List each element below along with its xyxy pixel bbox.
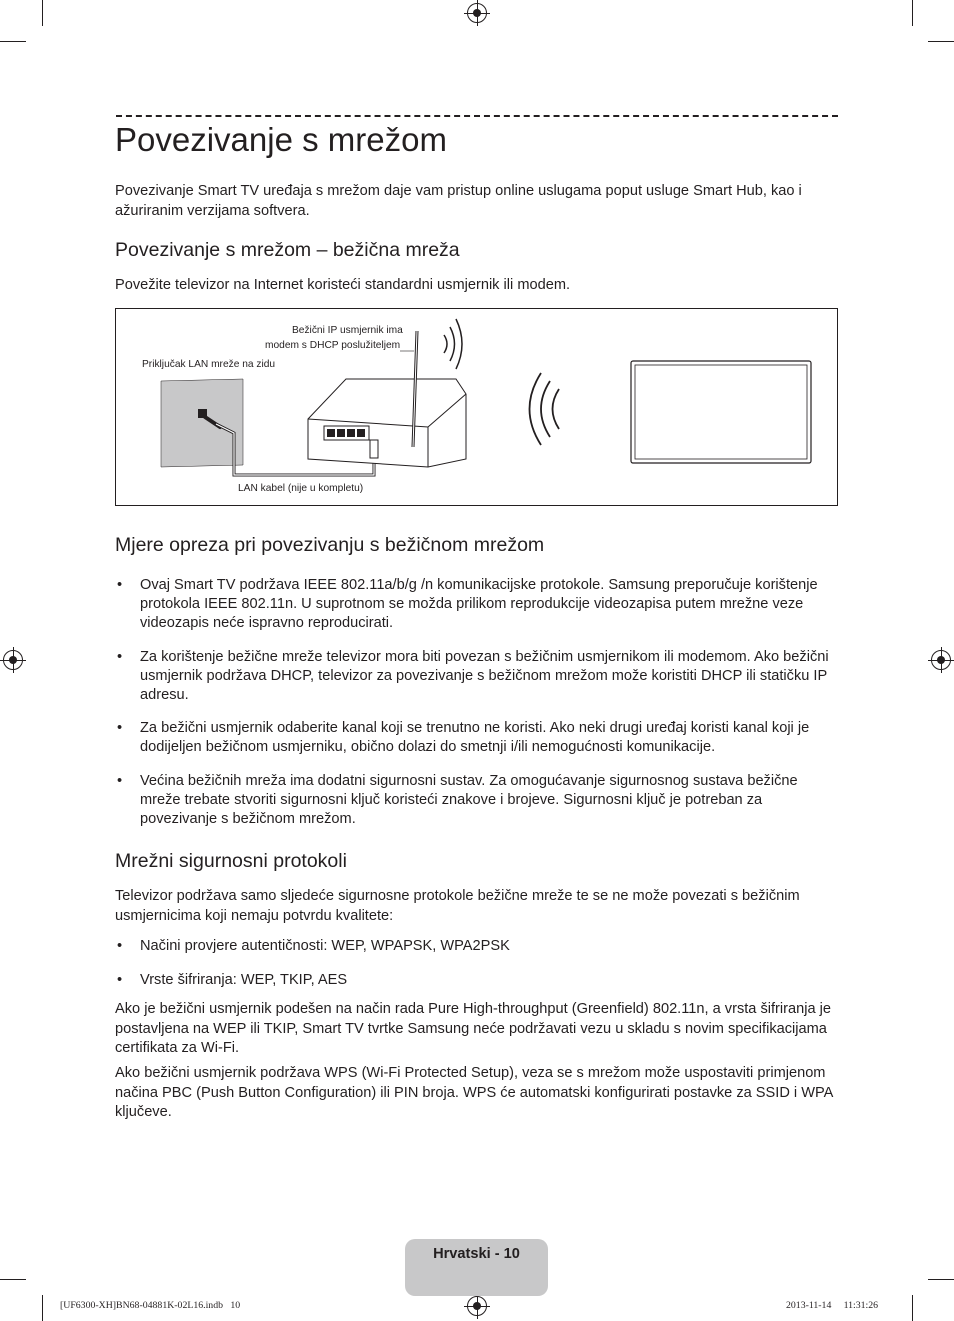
registration-mark-bottom — [467, 1296, 487, 1316]
print-date-info: 2013-11-14 11:31:26 — [786, 1300, 879, 1311]
protocols-paragraph-1: Ako je bežični usmjernik podešen na način rada Pure High-throughput (Greenfield) 802.11n, a vrsta šifriranja je postavljena na WEP ili TKIP, Smart TV tvrtke Samsung neće podržavati vezu u skladu s novim specifikacijama certifikata za Wi-Fi. — [115, 1001, 832, 1056]
crop-mark-bl-v — [42, 1295, 43, 1321]
list-item: • Načini provjere autentičnosti: WEP, WPAPSK, WPA2PSK — [115, 937, 837, 956]
page-title: Povezivanje s mrežom — [115, 121, 447, 158]
section-heading-protocols: Mrežni sigurnosni protokoli — [115, 850, 347, 872]
wireless-connection-diagram — [115, 308, 838, 506]
bullet-icon: • — [117, 648, 123, 665]
list-item: • Za bežični usmjernik odaberite kanal koji se trenutno ne koristi. Ako neki drugi uređaj koristi kanal koji je dodijeljen bežičnom usmjerniku, obično dolazi do smetnji i/ili nemogućnosti komunikacije. — [117, 720, 810, 756]
list-item: • Ovaj Smart TV podržava IEEE 802.11a/b/g /n komunikacijske protokole. Samsung preporučuje korištenje protokola IEEE 802.11n. U suprotnom se možda prilikom reprodukcije videozapisa putem mrežne veze videozapis neće ispravno reproducirati. — [117, 577, 818, 632]
protocols-paragraph-2: Ako bežični usmjernik podržava WPS (Wi-Fi Protected Setup), veza se s mrežom može uspostaviti primjenom načina PBC (Push Button Configuration) ili PIN broja. WPS će automatski konfigurirati postavke za SSID i WPA ključeve. — [115, 1065, 833, 1120]
list-item: • Za korištenje bežične mreže televizor mora biti povezan s bežičnim usmjernikom ili modemom. Ako bežični usmjernik podržava DHCP, televizor za povezivanje s bežičnom mrežom može koristiti DHCP ili statičku IP adresu. — [117, 648, 829, 704]
bullet-icon: • — [117, 720, 123, 737]
protocols-list — [115, 937, 837, 990]
crop-mark-bl-h — [0, 1279, 26, 1280]
router-signal-waves-icon — [444, 335, 447, 353]
bullet-icon: • — [117, 772, 123, 789]
title-dashed-rule — [116, 115, 838, 117]
router-label-line2: modem s DHCP poslužiteljem — [265, 340, 401, 351]
section-heading-wireless: Povezivanje s mrežom – bežična mreža — [115, 239, 460, 261]
lan-cable-label: LAN kabel (nije u kompletu) — [238, 483, 364, 494]
list-item: • Većina bežičnih mreža ima dodatni sigurnosni sustav. Za omogućavanje sigurnosnog sustava bežične mreže trebate stvoriti sigurnosni ključ koristeći znakove i brojeve. Sigurnosni ključ je potreban za povezivanje s bežičnom mrežom. — [117, 772, 798, 828]
bullet-icon: • — [117, 972, 123, 989]
list-item: • Vrste šifriranja: WEP, TKIP, AES — [115, 971, 837, 990]
crop-mark-tr-h — [928, 41, 954, 42]
router-label-line1: Bežični IP usmjernik ima — [292, 325, 403, 336]
wireless-paragraph: Povežite televizor na Internet koristeći standardni usmjernik ili modem. — [115, 277, 571, 293]
registration-mark-right — [931, 650, 951, 670]
diagram-illustration — [116, 309, 837, 505]
router-body-shape — [308, 379, 466, 467]
section-heading-precautions: Mjere opreza pri povezivanju s bežičnom mrežom — [115, 534, 545, 556]
crop-mark-tl-h — [0, 41, 26, 42]
registration-mark-left — [3, 650, 23, 670]
print-file-info: [UF6300-XH]BN68-04881K-02L16.indb 10 — [60, 1300, 241, 1311]
bullet-icon: • — [117, 577, 123, 593]
wall-socket-label: Priključak LAN mreže na zidu — [142, 359, 276, 370]
page-number-label: Hrvatski - 10 — [433, 1246, 520, 1262]
tv-signal-waves-icon — [553, 389, 560, 429]
crop-mark-br-v — [912, 1295, 913, 1321]
crop-mark-br-h — [928, 1279, 954, 1280]
intro-paragraph: Povezivanje Smart TV uređaja s mrežom daje vam pristup online uslugama poput usluge Smart Hub, kao i ažuriranim verzijama softvera. — [115, 183, 802, 219]
crop-mark-tl-v — [42, 0, 43, 26]
protocols-intro: Televizor podržava samo sljedeće sigurnosne protokole bežične mreže te se ne može povezati s bežičnim usmjernicima koji nemaju potvrdu kvalitete: — [115, 888, 800, 924]
precautions-list — [115, 576, 837, 829]
registration-mark-top — [467, 3, 487, 23]
crop-mark-tr-v — [912, 0, 913, 26]
bullet-icon: • — [117, 938, 123, 954]
wall-panel-shape — [161, 379, 243, 467]
